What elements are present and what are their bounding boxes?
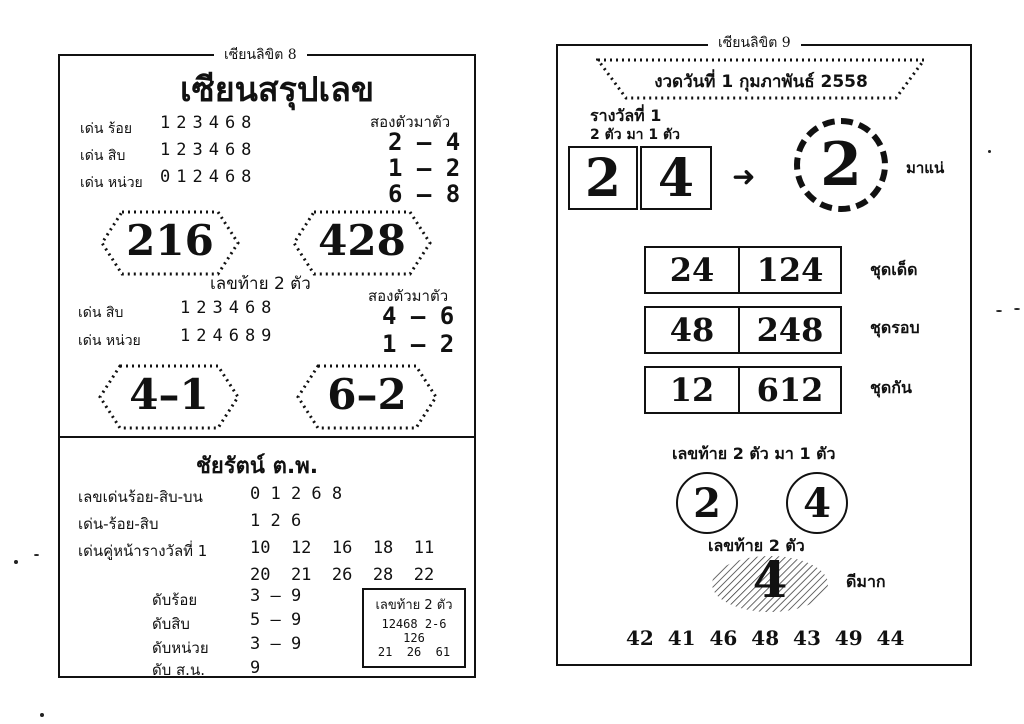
big-digit-circle: 2 [794,118,888,212]
scan-speck [988,150,991,153]
bottom-value-3: 10 12 16 18 11 [250,538,435,558]
author-name: ชัยรัตน์ ต.พ. [196,454,319,479]
arrow-icon: ➜ [732,160,756,193]
last2-box-title: เลขท้าย 2 ตัว [375,598,453,613]
scan-speck [996,310,1002,312]
hex-number-4-1: 4–1 [129,370,209,419]
scan-speck [40,713,44,717]
last2-box-line-2: 126 [403,631,425,645]
set-3-a: 12 [644,366,740,414]
kill-value-hundreds: 3 – 9 [250,586,302,606]
kill-value-tens: 5 – 9 [250,610,302,630]
last2-box-line-1: 12468 2-6 [381,617,447,631]
left-title: เซียนสรุปเลข [180,70,375,110]
set-2-b: 248 [738,306,842,354]
set-3-label: ชุดกัน [870,378,912,397]
scan-speck [1014,308,1020,310]
hex-number-6-2: 6–2 [327,370,407,419]
bottom-value-2: 1 2 6 [250,511,302,531]
draw-date: งวดวันที่ 1 กุมภาพันธ์ 2558 [654,72,868,92]
star-note: ดีมาก [846,572,886,591]
row2-value-units: 124689 [180,326,278,346]
left-header: เซียนลิขิต 8 [214,44,307,66]
pair-1a: 2 – 4 [388,128,461,156]
row-label-tens: เด่น สิบ [80,148,126,164]
big-digit-note: มาแน่ [906,159,945,177]
pair-1b: 1 – 2 [388,154,461,182]
pair-heading-2: สองตัวมาตัว [368,287,449,305]
set-1-a: 24 [644,246,740,294]
last2-box-line-3: 21 26 61 [377,645,451,659]
hex-number-216: 216 [126,216,214,265]
pair-2a: 4 – 6 [382,302,455,330]
scan-speck [34,554,39,556]
prize-digit-box-1: 2 [568,146,638,210]
scan-speck [14,560,18,564]
pair-2b: 1 – 2 [382,330,455,358]
row2-label-tens: เด่น สิบ [78,305,124,321]
set-3-b: 612 [738,366,842,414]
set-1-label: ชุดเด็ด [870,260,918,279]
prize-label-2: 2 ตัว มา 1 ตัว [590,127,680,143]
row-value-hundreds: 123468 [160,113,258,133]
bottom-label-3: เด่นคู่หน้ารางวัลที่ 1 [78,542,208,560]
kill-value-sn: 9 [250,658,261,678]
kill-label-tens: ดับสิบ [152,615,190,633]
bottom-numbers: 42 41 46 48 43 49 44 [626,626,905,650]
row-value-tens: 123468 [160,140,258,160]
last2-box [362,588,466,668]
bottom-label-1: เลขเด่นร้อย-สิบ-บน [78,488,203,506]
pair-heading-1: สองตัวมาตัว [370,113,451,131]
bottom-value-1: 0 1 2 6 8 [250,484,343,504]
row2-value-tens: 123468 [180,298,278,318]
prize-digit-box-2: 4 [640,146,712,210]
right-header: เซียนลิขิต 9 [708,32,801,54]
left-divider [60,436,474,438]
right-last2-heading-2: เลขท้าย 2 ตัว [708,536,805,555]
set-2-label: ชุดรอบ [870,318,920,337]
kill-label-units: ดับหน่วย [152,639,209,657]
row-label-hundreds: เด่น ร้อย [80,121,133,137]
last2-heading: เลขท้าย 2 ตัว [210,274,311,294]
kill-label-hundreds: ดับร้อย [152,591,198,609]
set-1-b: 124 [738,246,842,294]
prize-label-1: รางวัลที่ 1 [590,106,662,125]
circle-digit-1: 2 [676,472,738,534]
row-label-units: เด่น หน่วย [80,175,143,191]
kill-value-units: 3 – 9 [250,634,302,654]
pair-1c: 6 – 8 [388,180,461,208]
bottom-label-2: เด่น-ร้อย-สิบ [78,515,159,533]
kill-label-sn: ดับ ส.น. [152,661,205,679]
hex-number-428: 428 [318,216,406,265]
row-value-units: 012468 [160,167,258,187]
set-2-a: 48 [644,306,740,354]
right-last2-heading: เลขท้าย 2 ตัว มา 1 ตัว [672,444,836,463]
circle-digit-2: 4 [786,472,848,534]
star-digit: 4 [752,550,788,609]
row2-label-units: เด่น หน่วย [78,333,141,349]
bottom-value-4: 20 21 26 28 22 [250,565,435,585]
